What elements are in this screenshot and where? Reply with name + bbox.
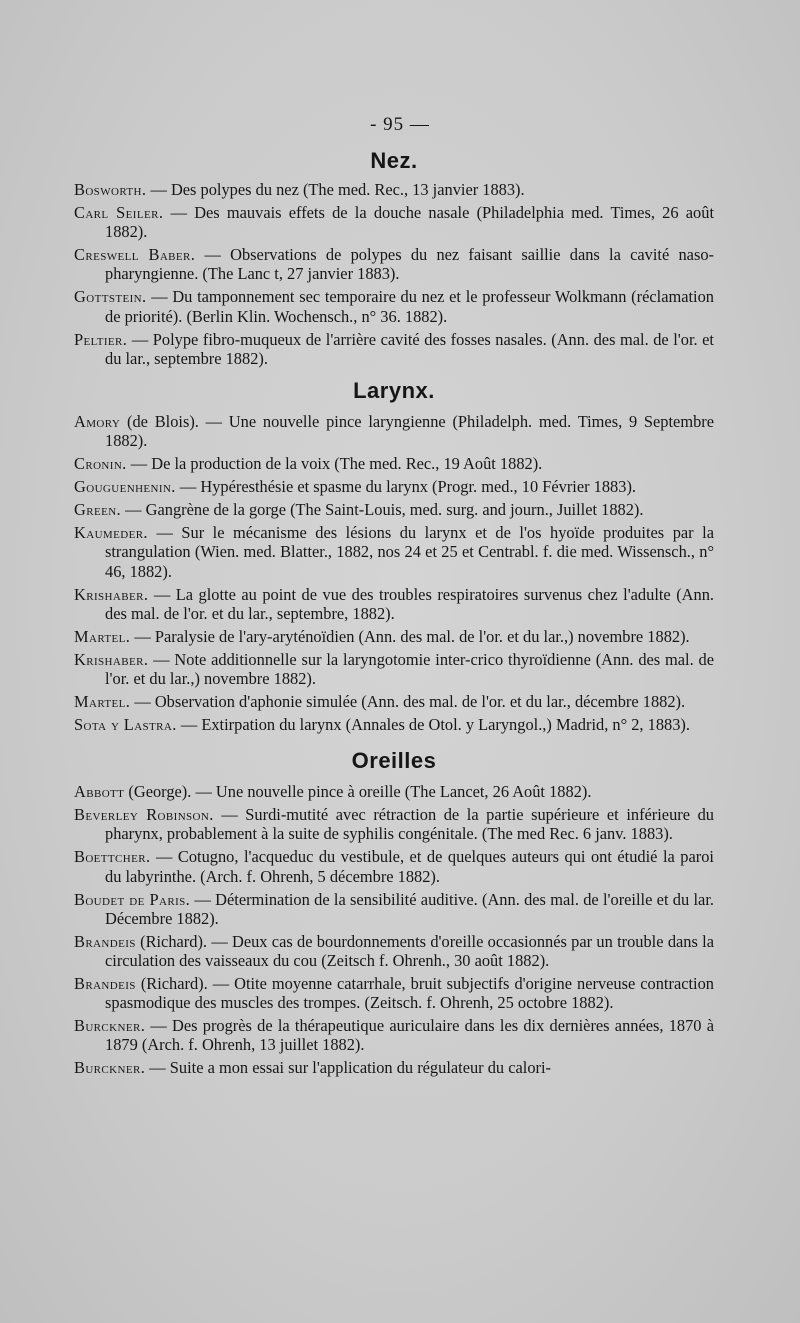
bibliography-entry [74,1058,714,1077]
bibliography-entry [74,847,714,885]
bibliography-entry [74,932,714,970]
entry-text: — Détermination de la sensibilité auditive. (Ann. des mal. de l'oreille et du lar. Décembre 1882). [105,889,714,928]
bibliography-entry [74,974,714,1012]
entry-author: Creswell Baber. [74,245,196,265]
entry-text: — Observations de polypes du nez faisant saillie dans la cavité naso-pharyngienne. (The Lanc t, 27 janvier 1883). [105,245,714,284]
bibliography-entry [74,454,714,473]
entry-text: — Extirpation du larynx (Annales de Otol. y Laryngol.,) Madrid, n° 2, 1883). [176,715,690,735]
entry-text: (George). — Une nouvelle pince à oreille (The Lancet, 26 Août 1882). [124,782,592,802]
bibliography-entry [74,585,714,623]
bibliography-entry [74,782,714,801]
entry-text: — Note additionnelle sur la laryngotomie inter-crico thyroïdienne (Ann. des mal. de l'or. et du lar.,) novembre 1882). [105,649,714,689]
entry-author: Kaumeder. [74,523,148,543]
entry-author: Sota y Lastra. [74,715,177,735]
entry-text: (Richard). — Deux cas de bourdonnements d'oreille occasionnés par un trouble dans la circulation des vaisseaux du cou (Zeitsch f. Ohrenh., 30 août 1882). [105,931,714,971]
bibliography-entry [74,650,714,688]
entry-author: Gouguenhenin. [74,477,176,497]
entry-text: (de Blois). — Une nouvelle pince laryngienne (Philadelph. med. Times, 9 Septembre 1882). [105,412,714,451]
bibliography-entry [74,890,714,928]
entry-text: — Suite a mon essai sur l'application du régulateur du calori- [145,1058,551,1078]
entry-author: Boudet de Paris. [74,889,191,909]
entry-text: — Des mauvais effets de la douche nasale (Philadelphia med. Times, 26 août 1882). [105,203,715,242]
entry-text: — Des polypes du nez (The med. Rec., 13 janvier 1883). [146,180,525,199]
entry-author: Boettcher. [74,847,151,867]
section-title-larynx: Larynx. [353,378,435,404]
entry-author: Martel. [74,692,131,712]
entry-text: — Observation d'aphonie simulée (Ann. des mal. de l'or. et du lar., décembre 1882). [130,692,686,712]
entry-author: Green. [74,500,122,520]
entry-text: (Richard). — Otite moyenne catarrhale, bruit subjectifs d'origine nerveuse contraction spasmodique des muscles des trompes. (Zeitsch. f. Ohrenh, 25 octobre 1882). [105,974,714,1013]
entry-author: Gottstein. [74,287,147,307]
bibliography-entry [74,523,714,581]
section-title-oreilles: Oreilles [351,748,437,774]
page-number: - 95 — [370,114,430,135]
entry-author: Burckner. [74,1016,146,1036]
entry-text: — La glotte au point de vue des troubles respiratoires survenus chez l'adulte (Ann. des mal. de l'or. et du lar., septembre, 1882). [105,584,714,623]
section-oreilles-entries [74,782,714,1077]
section-larynx-entries [74,412,714,734]
bibliography-entry [74,1016,714,1054]
bibliography-entry [74,180,714,199]
bibliography-entry [74,477,714,496]
entry-author: Brandeis [74,974,136,994]
entry-author: Krishaber. [74,584,149,604]
entry-author: Beverley Robinson. [74,805,214,825]
entry-text: — Polype fibro-muqueux de l'arrière cavité des fosses nasales. (Ann. des mal. de l'or. et du lar., septembre 1882). [105,329,714,368]
entry-text: — De la production de la voix (The med. Rec., 19 Août 1882). [126,454,543,474]
entry-author: Martel. [74,626,131,646]
entry-author: Bosworth. [74,180,147,199]
entry-author: Peltier. [74,329,128,349]
bibliography-entry [74,287,714,325]
entry-text: — Paralysie de l'ary-aryténoïdien (Ann. des mal. de l'or. et du lar.,) novembre 1882). [130,626,690,646]
entry-text: — Sur le mécanisme des lésions du larynx et de l'os hyoïde produites par la strangulation (Wien. med. Blatter., 1882, nos 24 et 25 et Centrabl. f. die med. Wissensch., n° 46, 1882). [105,523,714,581]
bibliography-entry [74,330,714,368]
bibliography-entry [74,412,714,450]
section-title-nez: Nez. [370,148,418,173]
entry-text: — Des progrès de la thérapeutique auriculaire dans les dix dernières années, 1870 à 1879 (Arch. f. Ohrenh, 13 juillet 1882). [105,1016,714,1055]
section-nez-entries [74,180,714,368]
bibliography-entry [74,715,714,734]
bibliography-entry [74,805,714,843]
bibliography-entry [74,500,714,519]
entry-author: Abbott [74,782,125,802]
bibliography-entry [74,627,714,646]
bibliography-entry [74,245,714,283]
entry-text: — Du tamponnement sec temporaire du nez et le professeur Wolkmann (réclamation de priorité). (Berlin Klin. Wochensch., n° 36. 1882). [105,287,714,326]
entry-author: Krishaber. [74,649,149,669]
entry-author: Carl Seiler. [74,203,164,222]
bibliography-entry [74,692,714,711]
entry-text: — Cotugno, l'acqueduc du vestibule, et de quelques auteurs qui ont étudié la paroi du labyrinthe. (Arch. f. Ohrenh, 5 décembre 1882). [105,847,714,886]
entry-author: Brandeis [74,931,136,951]
entry-author: Burckner. [74,1058,146,1078]
entry-text: — Surdi-mutité avec rétraction de la partie supérieure et inférieure du pharynx, probablement à la suite de syphilis congénitale. (The med Rec. 6 janv. 1883). [105,805,714,844]
entry-author: Cronin. [74,454,127,474]
entry-text: — Gangrène de la gorge (The Saint-Louis, med. surg. and journ., Juillet 1882). [121,500,644,520]
entry-author: Amory [74,412,121,432]
bibliography-entry [74,203,714,241]
entry-text: — Hypéresthésie et spasme du larynx (Progr. med., 10 Février 1883). [175,477,636,497]
